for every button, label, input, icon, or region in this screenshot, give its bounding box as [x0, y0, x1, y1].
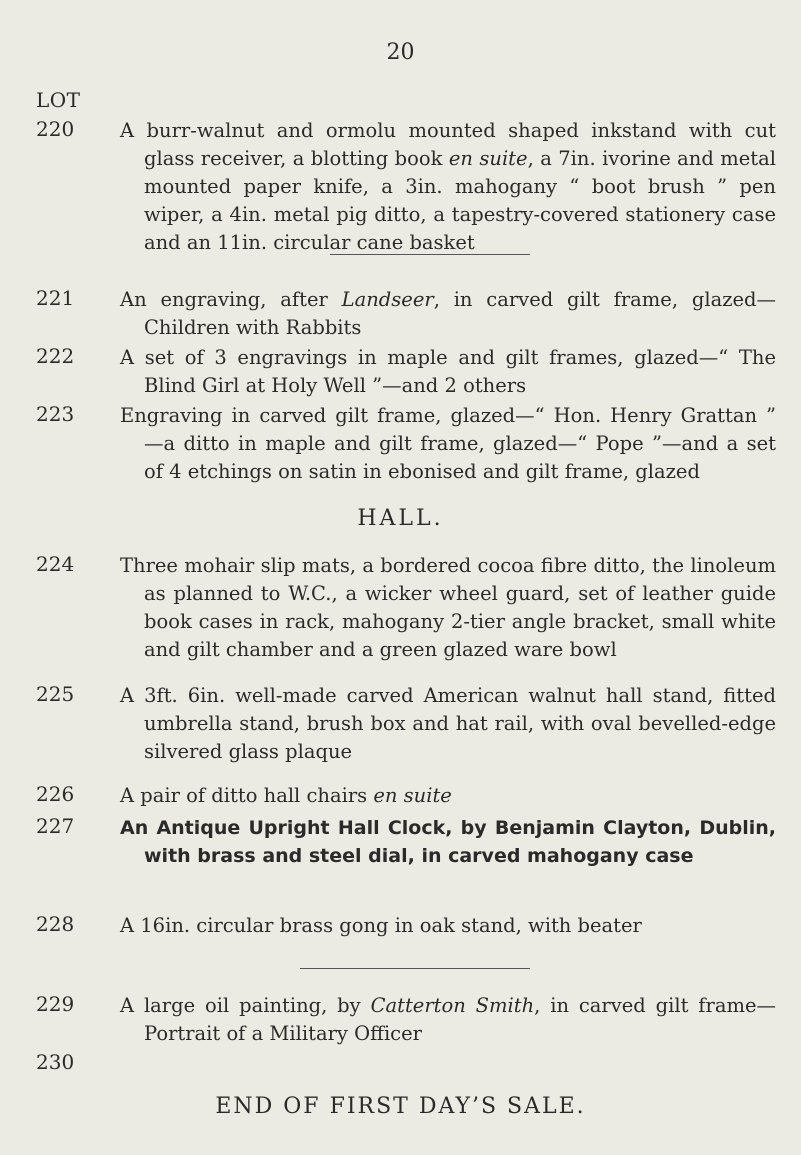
lot-description: Three mohair slip mats, a bordered cocoa fibre ditto, the linoleum as planned to W.C., a wicker wheel guard, set of leather guide book cases in rack, mahogany 2-tier angle bracket, small white and gilt chamber and a green glazed ware bowl: [120, 554, 776, 661]
lot-number: 224: [36, 552, 75, 576]
lot-220: [36, 117, 776, 257]
lot-number: 230: [36, 1050, 75, 1074]
lot-description: An engraving, after Landseer, in carved gilt frame, glazed—Children with Rabbits: [120, 288, 776, 339]
lot-224: [36, 552, 776, 664]
lot-228: [36, 912, 776, 940]
lot-number: 222: [36, 344, 75, 368]
lot-description: A 3ft. 6in. well-made carved American walnut hall stand, fitted umbrella stand, brush box and hat rail, with oval bevelled-edge silvered glass plaque: [120, 684, 776, 763]
lot-description: An Antique Upright Hall Clock, by Benjamin Clayton, Dublin, with brass and steel dial, in carved mahogany case: [120, 817, 776, 867]
lot-229: [36, 992, 776, 1048]
lot-number: 220: [36, 117, 75, 141]
lot-number: 227: [36, 814, 75, 838]
section-heading: HALL.: [357, 506, 444, 531]
divider-rule: [330, 254, 530, 255]
divider-rule: [300, 968, 530, 969]
lot-column-label: LOT: [36, 88, 81, 112]
lot-222: [36, 344, 776, 400]
lot-226: [36, 782, 776, 810]
lot-description: A pair of ditto hall chairs en suite: [120, 784, 452, 807]
lot-description: A burr-walnut and ormolu mounted shaped inkstand with cut glass receiver, a blotting book en suite, a 7in. ivorine and metal mounted paper knife, a 3in. mahogany “ boot brush ” pen wiper, a 4in. metal pig ditto, a tapestry-covered stationery case and an 11in. circular cane basket: [120, 119, 776, 254]
lot-number: 225: [36, 682, 75, 706]
lot-223: [36, 402, 776, 486]
lot-227: [36, 814, 776, 870]
end-of-sale-text: END OF FIRST DAY’S SALE.: [215, 1094, 586, 1119]
page-number: 20: [386, 40, 415, 65]
lot-225: [36, 682, 776, 766]
lot-description: Engraving in carved gilt frame, glazed—“ Hon. Henry Grattan ” —a ditto in maple and gilt frame, glazed—“ Pope ”—and a set of 4 etchings on satin in ebonised and gilt frame, glazed: [120, 404, 776, 483]
lot-number: 228: [36, 912, 75, 936]
lot-description: A set of 3 engravings in maple and gilt frames, glazed—“ The Blind Girl at Holy Well ”—and 2 others: [120, 346, 776, 397]
lot-description: A large oil painting, by Catterton Smith, in carved gilt frame—Portrait of a Military Officer: [120, 994, 776, 1045]
lot-221: [36, 286, 776, 342]
lot-number: 221: [36, 286, 75, 310]
lot-description: A 16in. circular brass gong in oak stand, with beater: [120, 914, 642, 937]
lot-number: 229: [36, 992, 75, 1016]
lot-number: 223: [36, 402, 75, 426]
lot-number: 226: [36, 782, 75, 806]
